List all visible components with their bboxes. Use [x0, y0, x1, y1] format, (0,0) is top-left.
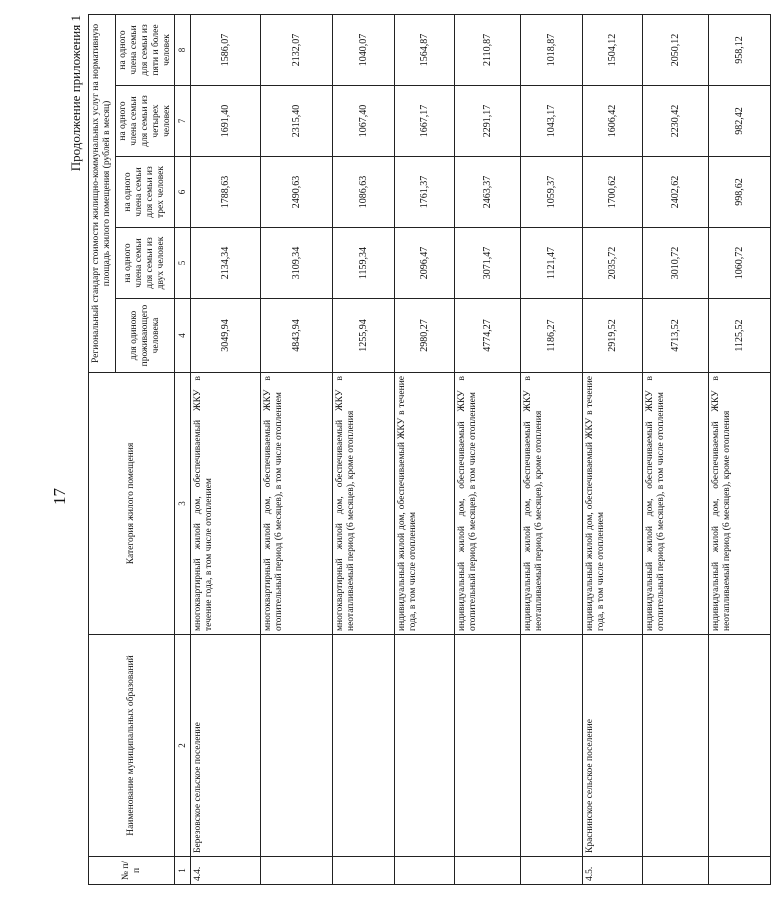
value-cell: 2402,62: [642, 157, 708, 228]
value-cell: 1667,17: [394, 86, 454, 157]
value-cell: 1159,34: [332, 228, 394, 299]
value-cell: 982,42: [708, 86, 770, 157]
row-number: [260, 857, 332, 885]
value-cell: 1186,27: [520, 299, 582, 373]
header-sub: для одиноко проживающего человека: [115, 299, 175, 373]
index-cell: 2: [175, 635, 190, 857]
value-cell: 1043,17: [520, 86, 582, 157]
value-cell: 1067,40: [332, 86, 394, 157]
value-cell: 3010,72: [642, 228, 708, 299]
row-number: [454, 857, 520, 885]
value-cell: 4774,27: [454, 299, 520, 373]
value-cell: 2230,42: [642, 86, 708, 157]
municipality-name: [642, 635, 708, 857]
index-cell: 3: [175, 373, 190, 635]
value-cell: 1761,37: [394, 157, 454, 228]
value-cell: 2291,17: [454, 86, 520, 157]
value-cell: 2132,07: [260, 14, 332, 85]
value-cell: 4843,94: [260, 299, 332, 373]
value-cell: 3109,34: [260, 228, 332, 299]
continued-title: Продолжение приложения 1: [68, 15, 83, 172]
row-number: [394, 857, 454, 885]
page-number: 17: [50, 488, 69, 505]
municipality-name: [708, 635, 770, 857]
header-sub: на одного члена семьи для семьи из трех человек: [115, 157, 175, 228]
row-number: 4.5.: [582, 857, 642, 885]
value-cell: 958,12: [708, 14, 770, 85]
municipality-name: Краснинское сельское поселение: [582, 635, 642, 857]
value-cell: 1255,94: [332, 299, 394, 373]
table-row: [582, 14, 642, 884]
table-body: [190, 14, 770, 884]
header-standard-group: Региональный стандарт стоимости жилищно-коммунальных услуг на нормативную площадь жилого помещения (рублей в месяц): [89, 14, 116, 372]
header-name: Наименование муниципальных образований: [89, 635, 175, 857]
value-cell: 1504,12: [582, 14, 642, 85]
value-cell: 2096,47: [394, 228, 454, 299]
value-cell: 2490,63: [260, 157, 332, 228]
value-cell: 2134,34: [190, 228, 260, 299]
index-row: [175, 14, 190, 884]
category-cell: индивидуальный жилой дом, обеспечиваемый ЖКУ в неотапливаемый период (6 месяцев), кроме отопления: [708, 373, 770, 635]
value-cell: 1700,62: [582, 157, 642, 228]
value-cell: 1586,07: [190, 14, 260, 85]
value-cell: 998,62: [708, 157, 770, 228]
index-cell: 7: [175, 86, 190, 157]
value-cell: 1564,87: [394, 14, 454, 85]
row-number: [520, 857, 582, 885]
value-cell: 1040,07: [332, 14, 394, 85]
value-cell: 1691,40: [190, 86, 260, 157]
value-cell: 2980,27: [394, 299, 454, 373]
category-cell: индивидуальный жилой дом, обеспечиваемый ЖКУ в неотапливаемый период (6 месяцев), кроме отопления: [520, 373, 582, 635]
table-row: [642, 14, 708, 884]
value-cell: 2050,12: [642, 14, 708, 85]
value-cell: 1086,63: [332, 157, 394, 228]
value-cell: 1788,63: [190, 157, 260, 228]
row-number: 4.4.: [190, 857, 260, 885]
category-cell: многоквартирный жилой дом, обеспечиваемый ЖКУ в течение года, в том числе отоплением: [190, 373, 260, 635]
table-row: [190, 14, 260, 884]
index-cell: 4: [175, 299, 190, 373]
value-cell: 2035,72: [582, 228, 642, 299]
header-sub: на одного члена семьи для семьи из пяти и более человек: [115, 14, 175, 85]
index-cell: 5: [175, 228, 190, 299]
value-cell: 3049,94: [190, 299, 260, 373]
value-cell: 1060,72: [708, 228, 770, 299]
table-row: [260, 14, 332, 884]
category-cell: индивидуальный жилой дом, обеспечиваемый ЖКУ в течение года, в том числе отоплением: [394, 373, 454, 635]
index-cell: 8: [175, 14, 190, 85]
category-cell: индивидуальный жилой дом, обеспечиваемый ЖКУ в отопительный период (6 месяцев), в том числе отоплением: [454, 373, 520, 635]
value-cell: 2110,87: [454, 14, 520, 85]
municipality-name: Березовское сельское поселение: [190, 635, 260, 857]
header-num: № п/п: [89, 857, 175, 885]
table-row: [520, 14, 582, 884]
category-cell: многоквартирный жилой дом, обеспечиваемый ЖКУ в неотапливаемый период (6 месяцев), кроме отопления: [332, 373, 394, 635]
value-cell: 2919,52: [582, 299, 642, 373]
value-cell: 1125,52: [708, 299, 770, 373]
table-row: [708, 14, 770, 884]
category-cell: многоквартирный жилой дом, обеспечиваемый ЖКУ в отопительный период (6 месяцев), в том числе отоплением: [260, 373, 332, 635]
standards-table: [88, 14, 771, 885]
value-cell: 4713,52: [642, 299, 708, 373]
header-sub: на одного члена семьи для семьи из четырех человек: [115, 86, 175, 157]
category-cell: индивидуальный жилой дом, обеспечиваемый ЖКУ в отопительный период (6 месяцев), в том числе отоплением: [642, 373, 708, 635]
table-row: [394, 14, 454, 884]
municipality-name: [394, 635, 454, 857]
municipality-name: [520, 635, 582, 857]
row-number: [332, 857, 394, 885]
value-cell: 1018,87: [520, 14, 582, 85]
rotated-page: [20, 15, 745, 885]
value-cell: 1121,47: [520, 228, 582, 299]
value-cell: 1059,37: [520, 157, 582, 228]
index-cell: 1: [175, 857, 190, 885]
municipality-name: [260, 635, 332, 857]
row-number: [708, 857, 770, 885]
index-cell: 6: [175, 157, 190, 228]
row-number: [642, 857, 708, 885]
header-sub: на одного члена семьи для семьи из двух человек: [115, 228, 175, 299]
category-cell: индивидуальный жилой дом, обеспечиваемый ЖКУ в течение года, в том числе отоплением: [582, 373, 642, 635]
table-row: [332, 14, 394, 884]
municipality-name: [454, 635, 520, 857]
value-cell: 1606,42: [582, 86, 642, 157]
value-cell: 2463,37: [454, 157, 520, 228]
table-row: [454, 14, 520, 884]
value-cell: 3071,47: [454, 228, 520, 299]
header-category: Категория жилого помещения: [89, 373, 175, 635]
value-cell: 2315,40: [260, 86, 332, 157]
municipality-name: [332, 635, 394, 857]
